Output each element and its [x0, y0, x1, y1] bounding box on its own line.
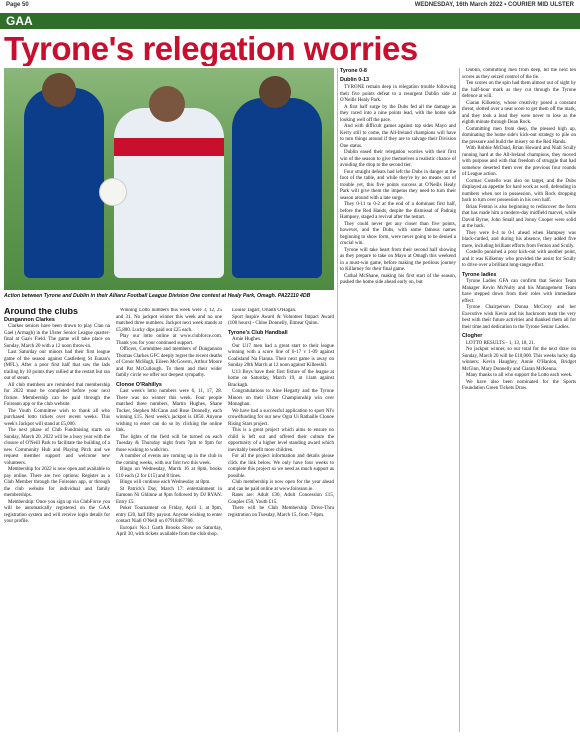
- match-photo: [4, 68, 334, 290]
- football: [99, 178, 127, 206]
- paragraph: Membership for 2022 is now open and available to pay online. There are two options: Register as a Club Member through the Foireann app, or through the club website for individual and family memberships.: [4, 467, 110, 498]
- paragraph: Clarkes seniors have been drawn to play Clan na Gael (Armagh) in the Ulster Senior League quarter-final at Gaa's Field. The game will take place on Sunday, March 20 with a 12 noon throw-in.: [4, 324, 110, 349]
- paragraph: A number of events are coming up in the club in the coming weeks, with our first two this week.: [116, 454, 222, 466]
- paragraph: Our U17 men had a great start to their league winning with a score line of 6-17 v 1-09 against Coalisland Na Fianna. Their next game is away on Sunday 20th March at 12 noon against Killeeshil.: [228, 343, 334, 368]
- paragraph: They could never get any closer than five points, however, and the Dubs, with some famous names beginning to show form, were never going to be denied a crucial win.: [340, 221, 456, 246]
- paragraph: We have also been nominated for the Sports Foundation Green Tickets Draw.: [462, 379, 576, 391]
- section-label: GAA: [6, 14, 33, 28]
- column-rule: [337, 68, 338, 732]
- player-head-left: [42, 73, 76, 107]
- paragraph: Club membership is now open for the year ahead and can be paid online at www.foireann.ie.: [228, 480, 334, 492]
- paragraph: Rates are: Adult £30, Adult Concession £15, Couples £50, Youth £15.: [228, 493, 334, 505]
- paragraph: They 0-11 to 0-2 at the end of a dominant first half, before the Red Hands, despite the dismissal of Padraig Hampsey, staged a revival after the restart.: [340, 202, 456, 220]
- paragraph: TYRONE remain deep in relegation trouble following their five points defeat to a resurgent Dublin side at O'Neills Healy Park.: [340, 85, 456, 103]
- paragraph: We have had a successful application to sport NI's crowdfunding for our new Ogra Ui Rathaille Clonoe Rising Stars project.: [228, 408, 334, 427]
- column-clubs-continued: [116, 308, 222, 732]
- column-heading: Around the clubs: [4, 308, 78, 316]
- paragraph: The next phase of Club Fundraising starts on Sunday, March 20. 2022 will be a busy year with the closure of O'Neill Park to facilitate the building of a new Community Hub and Playing Pitch and we request member support and welcome new volunteers.: [4, 428, 110, 466]
- player-figure-right: [232, 98, 322, 278]
- club-subhead: Clogher: [462, 333, 483, 339]
- column-around-the-clubs: [4, 308, 110, 732]
- photo-caption: Action between Tyrone and Dublin in their Allianz Football League Division One contest at Healy Park, Omagh. PA22110 4DB: [4, 293, 311, 299]
- headline: Tyrone's relegation worries: [4, 30, 418, 66]
- paragraph: All club members are reminded that membership for 2022 must be completed before your next fixture. Membership can be paid through the Foireann app or the club website.: [4, 382, 110, 407]
- paragraph: Cathal McShane, making his first start of the season, pushed the home side ahead early on, but: [340, 273, 456, 285]
- paragraph: Membership: Once you sign up via ClubForce you will be automatically registered on the GAA registration system and will receive login details for your profile.: [4, 499, 110, 524]
- paragraph: They were 0-4 to 0-1 ahead when Hampsey was black-carded, and during his absence, they added five more, including brilliant efforts from Fenton and Scully.: [462, 230, 576, 249]
- column-rule: [459, 68, 460, 732]
- paragraph: Louise Tagart, Orlaith O'Hagan.: [232, 308, 297, 313]
- paragraph: Play our lotto online at www.clubforce.com. Thank you for your continued support.: [116, 334, 222, 346]
- paragraph: Arnie Hughes.: [232, 337, 262, 342]
- paragraph: And with difficult games against top sides Mayo and Kerry still to come, the All-Ireland champions will have to turn things around if they are to salvage their Division One status.: [340, 124, 456, 149]
- paragraph: Four straight defeats had left the Dubs in danger at the foot of the table, and while they're by no means out of trouble yet, this five points success at O'Neills Healy Park will give them the impetus they need to turn their season around with a late surge.: [340, 169, 456, 201]
- paragraph: Officers, Committee and members of Dungannon Thomas Clarkes GFC deeply regret the recent deaths of Conor McHugh, Eileen McGovern, Arthur Moore and Pat McCullough. To them and their wider family circle we offer our deepest sympathy.: [116, 347, 222, 378]
- column-match-report: [340, 68, 456, 732]
- score-line-dublin: Dublin 0-13: [340, 76, 370, 83]
- score-line-tyrone: Tyrone 0-8: [340, 68, 367, 74]
- paragraph: Bingo will continue each Wednesday at 8pm.: [120, 480, 211, 485]
- paragraph: LOTTO RESULTS - 1, 13, 18, 21.: [466, 340, 536, 346]
- paragraph: Winning Lotto numbers this week were 3, 12, 25 and 31. No jackpot winner this week and no one matched three numbers. Jackpot next week stands at £5,800. Lucky dips paid out £25 each.: [116, 308, 222, 333]
- column-match-report-continued: [462, 68, 576, 732]
- paragraph: U13 Boys have their first fixture of the league at home on Saturday, March 19, at 11am against Brackagh.: [228, 369, 334, 388]
- club-subhead: Clonoe O'Rahillys: [116, 381, 162, 388]
- paragraph: Dublin, committing men from deep, hit the next ten scores as they seized control of the tie.: [462, 68, 576, 80]
- player-head-centre: [149, 86, 185, 122]
- paragraph: Tyrone Ladies GFA can confirm that Senior Team Manager Kevin McNulty and his Management Team have stepped down from their roles with immediate effect.: [462, 279, 576, 304]
- paragraph: A first half surge by the Dubs fed all the damage as they raced into a nine points lead, with the home side looking well off the pace.: [340, 104, 456, 123]
- page-number: Page 50: [6, 2, 29, 8]
- paragraph: This is a great project which aims to ensure no child is left out and offered their culture the opportunity of a higher level standing award which inevitably benefit more children.: [228, 428, 334, 453]
- paragraph: Poker Tournament on Friday, April 1, at 9pm, entry £20, half fifty payout. Anyone wishing to enter contact Niall O'Neill on 07918467780.: [116, 506, 222, 524]
- paragraph: Europa's No.1 Garth Brooks Show on Saturday, April 30, with tickets available from the club shop.: [116, 525, 222, 537]
- paragraph: Cormac Costello was also on target, and the Dubs displayed an appetite for hard work as well, defending in numbers when not in possession, with Rock dropping back to turn over possession in his own half.: [462, 178, 576, 203]
- paragraph: Last Saturday our minors had their first league game of the season against Castlederg St Eunan's (MFL). After a poor first half that saw the lads trailing by 10 points they rallied at the restart but ran out of steam.: [4, 350, 110, 381]
- paragraph: Brian Fenton is also beginning to rediscover the form that has made him a modern-day midfield marvel, while David Byrne, John Small and Jonny Cooper were solid at the back.: [462, 204, 576, 229]
- player-figure-left: [24, 88, 104, 278]
- paragraph: Ten scores on the spin had them almost out of sight by the half-hour mark as they cut through the Tyrone defence at will.: [462, 81, 576, 99]
- paragraph: With Robbie McDaid, Brian Howard and Niall Scully running hard at the All-Ireland champions, they moved with purpose and with that freedom of struggle that had somehow deserted them over the previous four rounds of League action.: [462, 146, 576, 177]
- paragraph: The Youth Committee wish to thank all who purchased lotto tickets over recent weeks. This week's Jackpot will stand at £5,000.: [4, 408, 110, 427]
- player-figure-centre: [114, 108, 224, 278]
- paragraph: Bingo on Wednesday, March 16 at 8pm, books £10 each (2 for £15) and 8 lines.: [116, 467, 222, 479]
- paragraph: No jackpot winner, so our total for the next draw on Sunday, March 20 will be £10,000. This weeks lucky dip winners: Kevin Haughey, Annie O'Hanlon, Bridget McGinn, Mary Donnelly and Ciaran McKenna.: [462, 347, 576, 372]
- paragraph: There will be Club Membership Drive-Thru registration on Tuesday, March 15, from 7-8pm.: [228, 506, 334, 518]
- section-bar: [0, 13, 580, 29]
- paragraph: Committing men from deep, the pressed high up, dominating the home side's kick-out strategy to pile on the pressure and build the misery on the Red Hands.: [462, 126, 576, 145]
- player-jersey-stripe: [114, 138, 224, 156]
- paragraph: Tyrone will take heart from their second half showing as they prepare to take on Mayo at Omagh this weekend in a must-win game, before making the perilous journey to Killarney for their final game.: [340, 247, 456, 272]
- paragraph: Dublin eased their relegation worries with their first win of the season to give themselves a realistic chance of avoiding the drop to the second tier.: [340, 150, 456, 168]
- paragraph: For all the project information and details please click the link below. We only have four weeks to complete this project so we need as much support as possible.: [228, 454, 334, 479]
- paragraph: The lights of the field will be turned on each Tuesday & Thursday night from 7pm to 9pm for those wishing to walk/run.: [116, 434, 222, 453]
- paragraph: Costello punished a poor kick-out with another point, and it was Kilkenny who provided the assist for Scully to drive over a brilliant long-range effort.: [462, 250, 576, 268]
- club-subhead: Dungannon Clarkes: [4, 316, 55, 323]
- column-clubs-continued-2: [228, 308, 334, 732]
- paragraph: Congratulations to Aine Hegarty and the Tyrone Minors on their Ulster Championship win over Monaghan.: [228, 389, 334, 407]
- paragraph: St Patrick's Day, March 17: entertainment in Eamonn Ni Ghlinne at 9pm followed by DJ RYAN. Entry £5.: [116, 486, 222, 505]
- paragraph: Sport Inspire Award & Volunteer Impact Award (100 hours) - Chloe Donnelly, Eimear Quinn.: [228, 314, 334, 326]
- paragraph: Many thanks to all who support the Lotto each week.: [466, 373, 573, 378]
- paragraph: Tyrone Chairperson Donna McCrory and her Executive wish Kevin and his backroom team the very best with their future activities and thanked them all for their time and dedication to the Tyrone Senior Ladies.: [462, 305, 576, 330]
- paragraph: Ciaran Kilkenny, whose creativity posed a constant threat, slotted over a neat score to get them off the mark, and they took a lead they were never to lose as the eighth minute through Dean Rock.: [462, 100, 576, 125]
- publication-date: WEDNESDAY, 16th March 2022 • COURIER MID ULSTER: [414, 2, 574, 8]
- section-subhead: Tyrone ladies: [462, 271, 497, 278]
- paragraph: Last week's lotto numbers were 6, 11, 17, 28. There was no winner this week. Four people matched three numbers, Martin Hughes, Shane Tucker, Stephen McCann and Rose Donnelly, each winning £15. Next week's jackpot is £850. Anyone wishing to enter can do so by clicking the online link.: [116, 389, 222, 433]
- page-header: [0, 0, 580, 12]
- player-head-right: [259, 76, 291, 108]
- club-subhead: Tyrone's Club Handball: [228, 329, 288, 336]
